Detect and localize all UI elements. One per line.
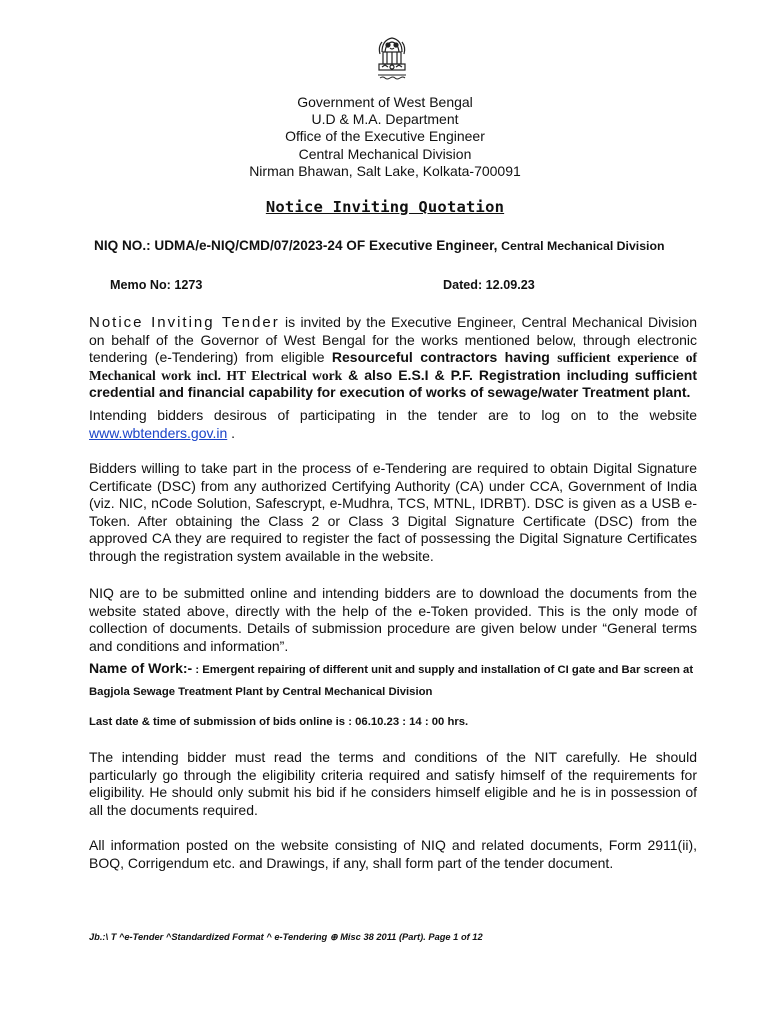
office-name: Office of the Executive Engineer (285, 128, 485, 145)
memo-number: Memo No: 1273 (110, 278, 203, 292)
dsc-text: Bidders willing to take part in the process of e-Tendering are required to obtain Digital Signature Certificate (DSC) from any authorized Certifying Authority (CA) under CCA, Government of India (viz. NIC, nCode Solution, Safescrypt, e-Mudhra, TCS, MTNL, IDRBT). DSC is given as a USB e-Token. After obtaining the Class 2 or Class 3 Digital Signature Certificate (DSC) from the approved CA they are required to register the fact of possessing the Digital Signature Certificates through the registration system available in the website. (89, 460, 697, 564)
state-emblem-icon (368, 32, 416, 82)
submission-text: NIQ are to be submitted online and intending bidders are to download the documents from the website stated above, directly with the help of the e-Token provided. This is the only mode of collection of documents. Details of submission procedure are given below under “General terms and conditions and information”. (89, 585, 697, 654)
tender-document-text: All information posted on the website consisting of NIQ and related documents, Form 2911(ii), BOQ, Corrigendum etc. and Drawings, if any, shall form part of the tender document. (89, 837, 697, 871)
dsc-paragraph (89, 460, 697, 566)
page-footer: Jb.:\ T ^e-Tender ^Standardized Format ^ e-Tendering ⊕ Misc 38 2011 (Part). Page 1 of 12 (89, 932, 483, 942)
name-of-work (89, 658, 709, 702)
memo-date: Dated: 12.09.23 (443, 278, 535, 292)
work-description: : Emergent repairing of different unit and supply and installation of CI gate and Bar screen at Bagjola Sewage Treatment Plant by Central Mechanical Division (89, 664, 694, 698)
intro-serif-bold: sufficient experience of Mechanical work incl. HT Electrical work (89, 350, 697, 383)
intro-paragraph (89, 314, 697, 402)
niq-division: Central Mechanical Division (501, 239, 665, 253)
office-address: Nirman Bhawan, Salt Lake, Kolkata-700091 (249, 162, 521, 179)
division-name: Central Mechanical Division (298, 145, 472, 162)
page-title: Notice Inviting Quotation (265, 198, 505, 216)
work-label: Name of Work:- (89, 660, 193, 676)
department-name: U.D & M.A. Department (311, 111, 459, 128)
intro-text: is invited by the Executive Engineer, Central Mechanical Division on behalf of the Governor of West Bengal for the works mentioned below, through electronic tendering (e-Tendering) from eligible (89, 314, 697, 366)
eligibility-paragraph (89, 749, 697, 819)
submission-paragraph (89, 585, 697, 655)
intro-bold-2: & also E.S.I & P.F. Registration including sufficient credential and financial capability for execution of works of sewage/water Treatment plant. (89, 366, 697, 401)
government-name: Government of West Bengal (297, 94, 473, 110)
wbtenders-link[interactable]: www.wbtenders.gov.in (89, 424, 228, 441)
eligibility-text: The intending bidder must read the terms and conditions of the NIT carefully. He should particularly go through the eligibility criteria required and satisfy himself of the requirements for eligibility. He should only submit his bid if he considers himself eligible and he is in possession of all the documents required. (89, 749, 697, 818)
niq-main: NIQ NO.: UDMA/e-NIQ/CMD/07/2023-24 OF Executive Engineer, (94, 238, 502, 253)
website-text-end: . (227, 424, 236, 441)
intro-lead: Notice Inviting Tender (89, 314, 280, 331)
tender-document-paragraph (89, 837, 697, 872)
website-text: Intending bidders desirous of participating in the tender are to log on to the website (89, 407, 697, 423)
intro-bold-1: Resourceful contractors having (331, 349, 558, 366)
office-address-block (0, 94, 770, 180)
niq-number (94, 238, 665, 253)
website-paragraph (89, 407, 697, 442)
last-date: Last date & time of submission of bids online is : 06.10.23 : 14 : 00 hrs. (89, 716, 469, 728)
